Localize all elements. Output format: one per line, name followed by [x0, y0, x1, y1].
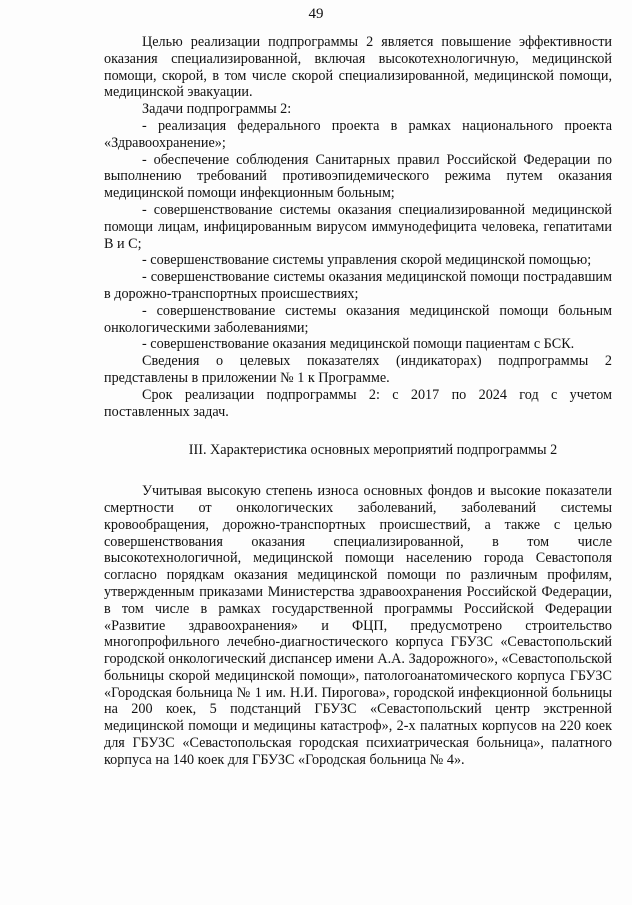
task-item: - совершенствование оказания медицинской помощи пациентам с БСК. — [142, 336, 575, 353]
document-body — [104, 34, 612, 769]
indicators-paragraph: Сведения о целевых показателях (индикаторах) подпрограммы 2 представлены в приложении № 1 к Программе. — [104, 353, 612, 386]
section-heading: III. Характеристика основных мероприятий подпрограммы 2 — [188, 442, 558, 459]
term-paragraph: Срок реализации подпрограммы 2: с 2017 по 2024 год с учетом поставленных задач. — [104, 386, 612, 420]
task-item: - совершенствование системы оказания медицинской помощи пострадавшим в дорожно-транспортных происшествиях; — [104, 269, 612, 302]
body-paragraph: Учитывая высокую степень износа основных фондов и высокие показатели смертности от онкологических заболеваний, заболеваний системы кровообращения, дорожно-транспортных происшествий, а также с целью совершенствования оказания специализированной, в том числе высокотехнологичной, медицинской помощи населению города Севастополя согласно порядкам оказания медицинской помощи по различным профилям, утвержденным приказами Министерства здравоохранения Российской Федерации, в том числе в рамках государственной программы Российской Федерации «Развитие здравоохранения» и ФЦП, предусмотрено строительство многопрофильного лечебно-диагностического корпуса ГБУЗС «Севастопольский городской онкологический диспансер имени А.А. Задорожного», «Севастопольской больницы скорой медицинской помощи», патологоанатомического корпуса ГБУЗС «Городская больница № 1 им. Н.И. Пирогова», городской инфекционной больницы на 200 коек, 5 подстанций ГБУЗС «Севастопольский центр экстренной медицинской помощи и медицины катастроф», 2-х палатных корпусов на 220 коек для ГБУЗС «Севастопольская городская психиатрическая больница», палатного корпуса на 140 коек для ГБУЗС «Городская больница № 4». — [104, 483, 612, 768]
task-item: - совершенствование системы оказания специализированной медицинской помощи лицам, инфицированным вирусом иммунодефицита человека, гепатитами В и С; — [104, 201, 612, 252]
page-number: 49 — [308, 6, 324, 22]
task-item: - совершенствование системы управления скорой медицинской помощью; — [142, 252, 592, 269]
task-item: - совершенствование системы оказания медицинской помощи больным онкологическими заболеваниями; — [104, 302, 612, 336]
task-item: - обеспечение соблюдения Санитарных правил Российской Федерации по выполнению требований противоэпидемического режима путем оказания медицинской помощи инфекционным больным; — [104, 151, 612, 202]
tasks-title: Задачи подпрограммы 2: — [142, 101, 292, 118]
goal-paragraph: Целью реализации подпрограммы 2 является повышение эффективности оказания специализированной, включая высокотехнологичную, медицинской помощи, скорой, в том числе скорой специализированной, медицинской помощи, медицинской эвакуации. — [104, 34, 612, 101]
task-item: - реализация федерального проекта в рамках национального проекта «Здравоохранение»; — [104, 117, 612, 151]
